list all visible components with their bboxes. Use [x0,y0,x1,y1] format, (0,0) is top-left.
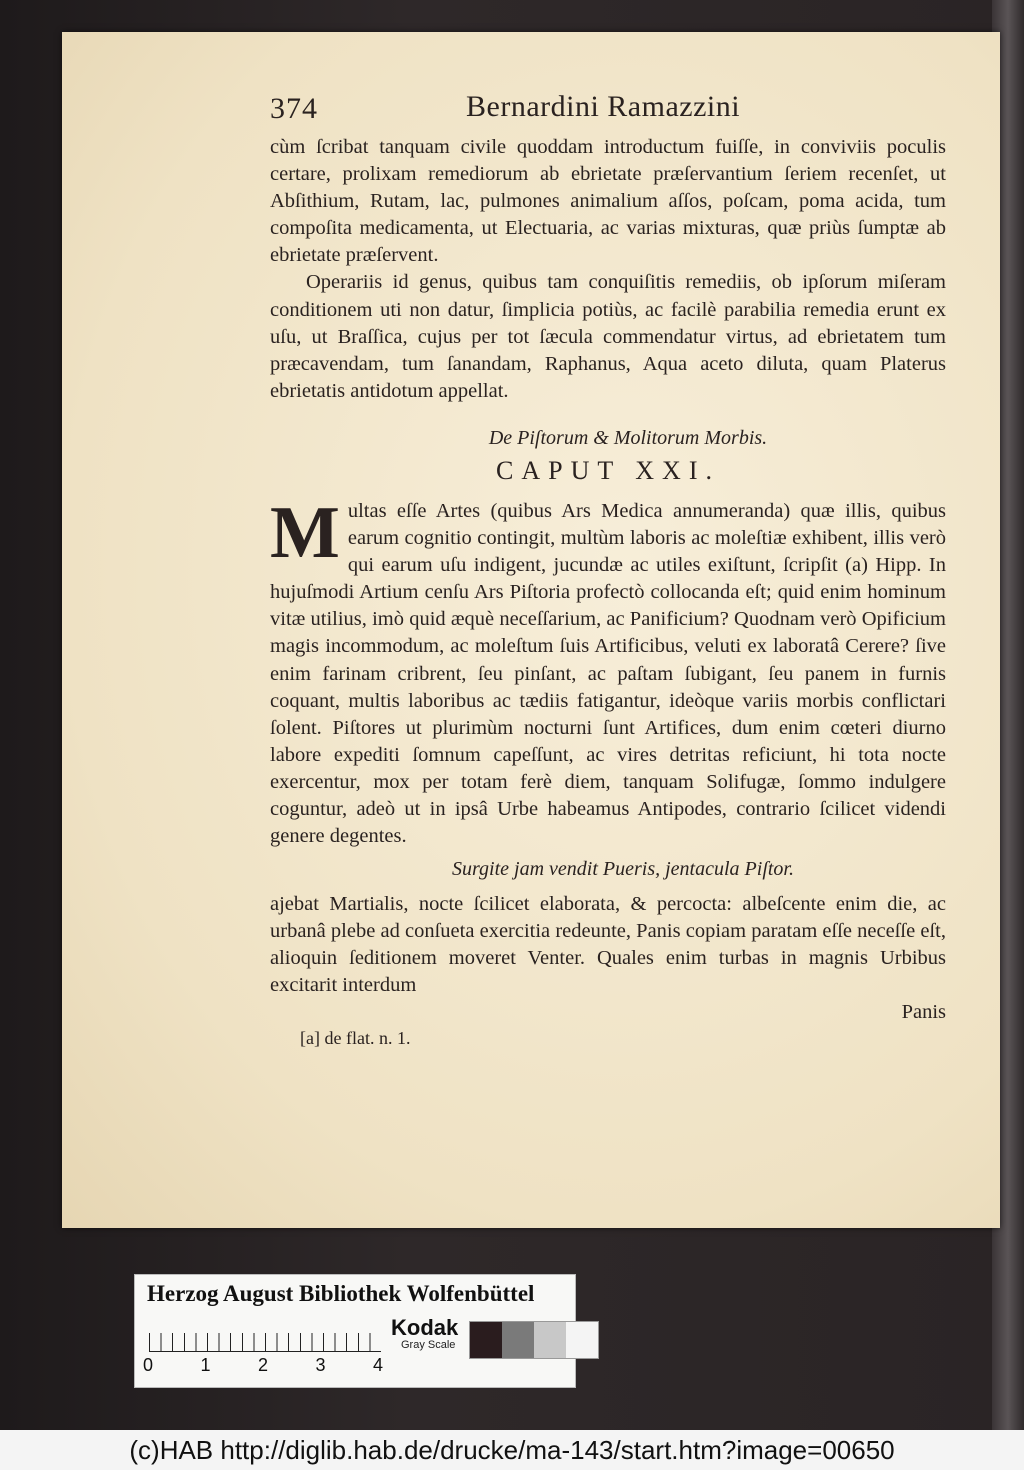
ruler-mark: 4 [372,1355,383,1375]
paragraph-after-verse: ajebat Martialis, nocte ſcilicet elaborata, & percocta: albeſcente enim die, ac urbanâ plebe ad conſueta exercitia redeunte, Panis copiam paratam eſſe neceſſe eſt, alioquin ſeditionem moveret Venter. Quales enim turbas in magnis Urbibus excitarit interdum [270,893,946,997]
swatch-3 [534,1322,566,1358]
copyright-url: (c)HAB http://diglib.hab.de/drucke/ma-143/start.htm?image=00650 [0,1430,1024,1470]
swatch-2 [502,1322,534,1358]
drop-cap: M [270,491,340,574]
chapter-body [270,491,946,850]
swatch-4 [566,1322,598,1358]
ruler-mark: 0 [143,1355,154,1375]
kodak-logo: Kodak [391,1315,459,1340]
ruler-labels [143,1355,383,1376]
catchword: Panis [901,1000,946,1023]
swatch-1 [470,1322,502,1358]
running-title: Bernardini Ramazzini [466,90,741,123]
paragraph-1: cùm ſcribat tanquam civile quoddam introductum fuiſſe, in conviviis poculis certare, prolixam remediorum ab ebrietate præſervantium ſeriem recenſet, ut Abſithium, Rutam, lac, pulmones animalium aſſos, poſcam, poma acida, tum compoſita medicamenta, ut Electuaria, ac varias mixturas, quæ priùs ſumptæ ab ebrietate præſervent. [270,136,946,267]
scale-ruler [149,1321,381,1352]
page-number: 374 [270,92,318,125]
ruler-mark: 2 [257,1355,268,1375]
chapter-title: CAPUT XXI. [496,455,720,485]
gray-scale-label: Gray Scale [401,1339,456,1351]
verse-quote: Surgite jam vendit Pueris, jentacula Piſtor. [452,858,794,881]
book-page [62,32,1000,1228]
ruler-mark: 3 [315,1355,326,1375]
paragraph-2: Operariis id genus, quibus tam conquiſitis remediis, ob ipſorum miſeram conditionem uti non datur, ſimplicia potiùs, ac facilè parabilia remedia erunt ex uſu, ut Braſſica, cujus per tot ſæcula commendatur virtus, ad ebrietatem tum præcavendam, tum ſanandam, Raphanus, Aqua aceto diluta, quam Platerus ebrietatis antidotum appellat. [270,271,946,402]
chapter-subtitle: De Piſtorum & Molitorum Morbis. [488,426,768,449]
running-head [270,92,946,134]
ruler-mark: 1 [200,1355,211,1375]
page-content [270,92,946,1049]
footnote: [a] de flat. n. 1. [300,1027,411,1048]
archive-label [134,1274,576,1388]
chapter-body-text: ultas eſſe Artes (quibus Ars Medica annumeranda) quæ illis, quibus earum cognitio contingit, multùm laboris ac moleſtiæ exhibent, illis verò qui earum uſu indigent, jucundæ ac utiles exiſtunt, ſcripſit (a) Hipp. In hujuſmodi Artium cenſu Ars Piſtoria profectò collocanda eſt; quid enim hominum vitæ utilius, imò quid æquè neceſſarium, ac Panificium? Quodnam verò Opificium magis incommodum, ac moleſtum ſuis Artificibus, veluti ex laboratâ Cerere? ſive enim farinam cribrent, ſeu pinſant, ac paſtam ſubigant, ſeu panem in furnis coquant, multis laboribus ac tædiis fatigantur, ideòque variis morbis conflictari ſolent. Piſtores ut plurimùm nocturni ſunt Artifices, dum enim cœteri diurno labore expediti ſomnum capeſſunt, ac vires detritas reficiunt, hi tota nocte exercentur, mox per totam ferè diem, tanquam Solifugæ, ſommo indulgere coguntur, adeò ut in ipsâ Urbe habeamus Antipodes, contrario ſcilicet videndi genere degentes. [270,499,946,848]
library-name: Herzog August Bibliothek Wolfenbüttel [147,1281,535,1306]
gray-swatches [469,1321,599,1359]
